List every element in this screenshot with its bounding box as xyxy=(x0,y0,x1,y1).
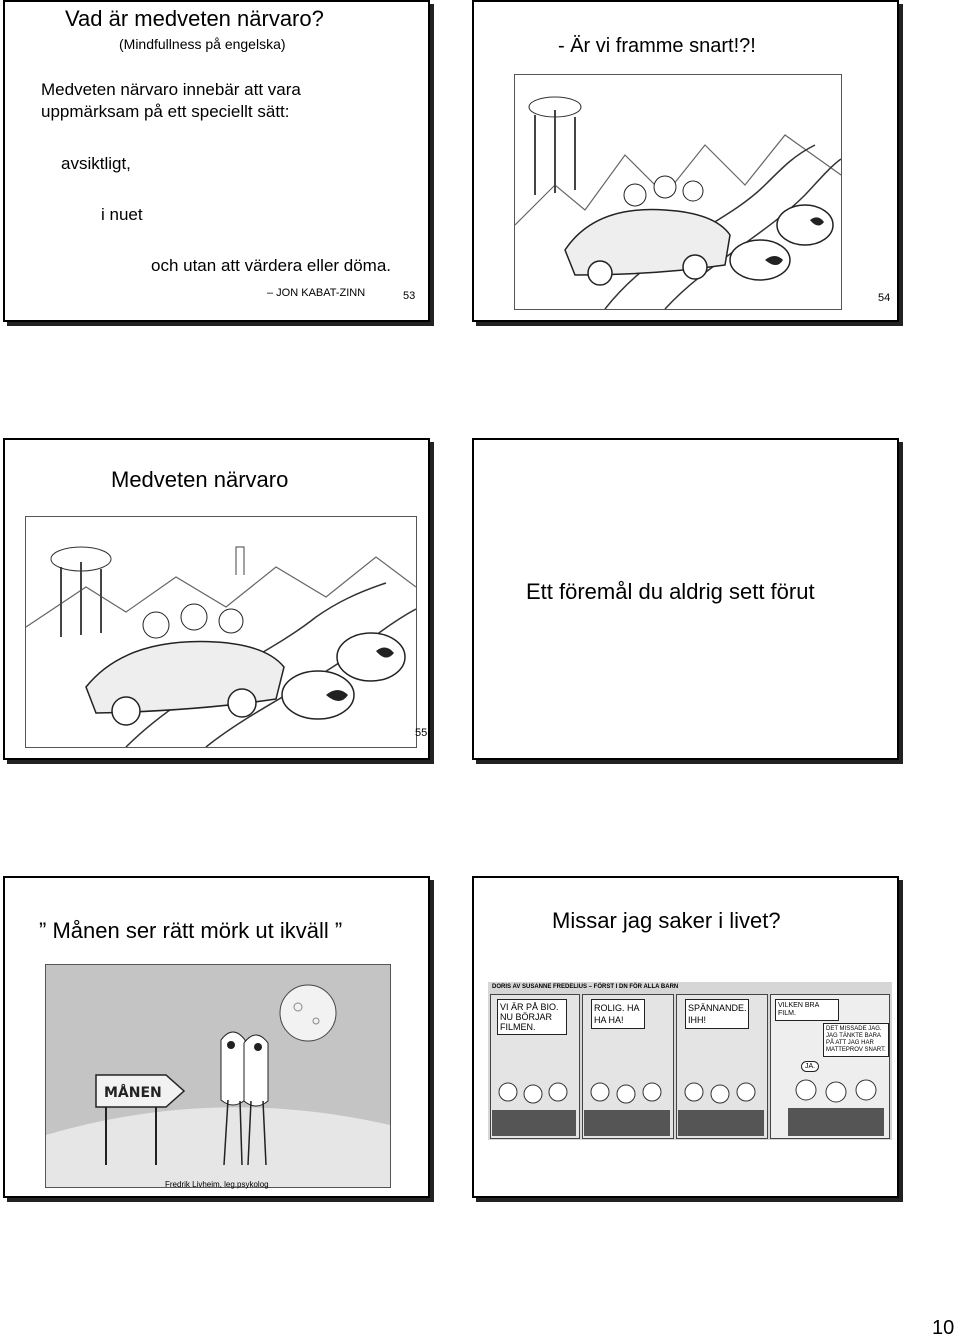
slide-58-title: Missar jag saker i livet? xyxy=(552,908,781,933)
comic-panel-2 xyxy=(582,994,674,1139)
comic-panel-4 xyxy=(770,994,890,1139)
slide-57 xyxy=(3,876,430,1198)
doris-comic-strip xyxy=(488,982,892,1140)
comic-strip-header: DORIS AV SUSANNE FREDELIUS – FÖRST I DN FÖR ALLA BARN xyxy=(492,984,679,990)
panel-3-text: SPÄNNANDE. IHH! xyxy=(685,999,749,1029)
slide-53-item-present: i nuet xyxy=(101,205,143,224)
slide-54-page-number: 54 xyxy=(878,292,891,304)
slide-54-title: - Är vi framme snart!?! xyxy=(558,35,756,57)
moon-cartoon xyxy=(45,964,391,1188)
slide-53-body-line1: Medveten närvaro innebär att vara xyxy=(41,80,301,99)
slide-53 xyxy=(3,0,430,322)
panel-4-text-c: JA. xyxy=(801,1061,819,1072)
slide-56-title: Ett föremål du aldrig sett förut xyxy=(526,579,815,604)
slide-53-title: Vad är medveten närvaro? xyxy=(65,6,324,31)
slide-53-attribution: – JON KABAT-ZINN xyxy=(267,287,366,299)
panel-4-text-a: VILKEN BRA FILM. xyxy=(775,999,839,1021)
slide-56 xyxy=(472,438,899,760)
slide-55 xyxy=(3,438,430,760)
slide-53-item-intentional: avsiktligt, xyxy=(61,154,131,173)
sheet-page-number: 10 xyxy=(932,1317,955,1339)
slide-55-title: Medveten närvaro xyxy=(111,467,289,492)
road-trip-cartoon-large xyxy=(25,516,417,748)
slide-58 xyxy=(472,876,899,1198)
slide-57-title: ” Månen ser rätt mörk ut ikväll ” xyxy=(39,918,343,943)
slide-57-credit: Fredrik Livheim, leg.psykolog xyxy=(165,1180,269,1189)
slide-55-page-number: 55 xyxy=(415,727,428,739)
slide-53-body-line2: uppmärksam på ett speciellt sätt: xyxy=(41,102,290,121)
slide-54 xyxy=(472,0,899,322)
panel-2-text: ROLIG. HA HA HA! xyxy=(591,999,645,1029)
road-trip-cartoon xyxy=(514,74,842,310)
slide-53-item-nonjudging: och utan att värdera eller döma. xyxy=(151,256,392,275)
comic-panel-3 xyxy=(676,994,768,1139)
slide-53-page-number: 53 xyxy=(403,290,416,302)
comic-panel-1 xyxy=(490,994,580,1139)
slide-53-subtitle: (Mindfullness på engelska) xyxy=(119,36,286,52)
panel-1-text: VI ÄR PÅ BIO. NU BÖRJAR FILMEN. xyxy=(497,999,567,1035)
panel-4-text-b: DET MISSADE JAG. JAG TÄNKTE BARA PÅ ATT JAG HAR MATTEPROV SNART. xyxy=(823,1023,889,1057)
moon-sign-text: MÅNEN xyxy=(104,1085,162,1101)
